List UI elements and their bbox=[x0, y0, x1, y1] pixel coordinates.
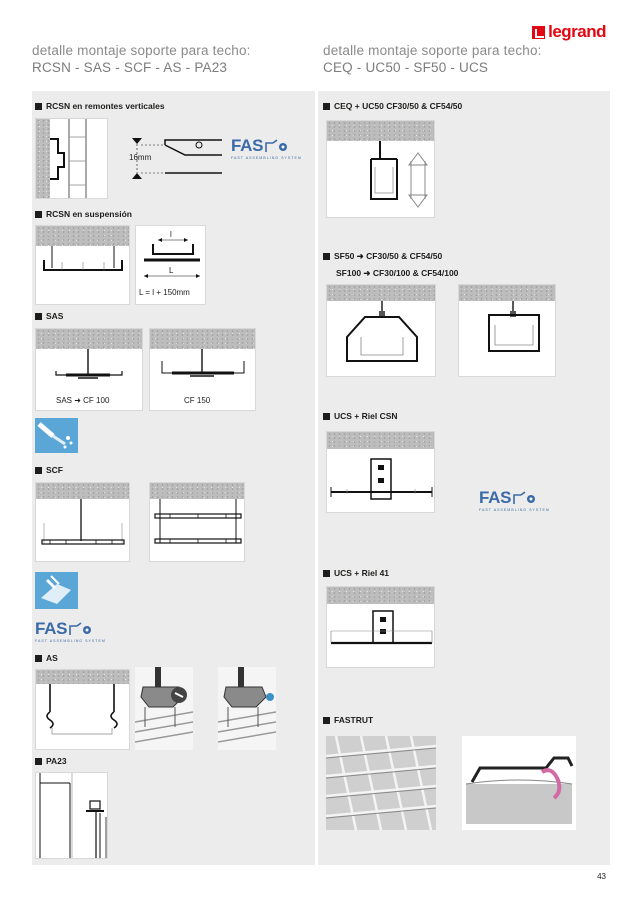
bullet-square-icon bbox=[323, 253, 330, 260]
sas-cf100-label: SAS ➜ CF 100 bbox=[56, 396, 110, 405]
fastrut-mesh-photo-drawing bbox=[326, 736, 436, 830]
section-sf50: SF50 ➜ CF30/50 & CF54/50 bbox=[323, 251, 442, 262]
sf100-figure bbox=[458, 284, 556, 377]
sf50-drawing bbox=[327, 285, 436, 377]
fas-logo-bottom bbox=[35, 621, 106, 643]
rcsn-suspension-figure bbox=[35, 225, 130, 305]
legrand-logo bbox=[532, 22, 606, 42]
cf150-figure bbox=[149, 328, 256, 411]
section-scf: SCF bbox=[35, 465, 63, 475]
legrand-logo-text: legrand bbox=[548, 22, 606, 41]
fas-logo-right bbox=[479, 490, 550, 512]
fas-logo bbox=[231, 138, 302, 160]
sf100-drawing bbox=[459, 285, 556, 377]
section-ceq-uc50: CEQ + UC50 CF30/50 & CF54/50 bbox=[323, 101, 462, 111]
right-panel bbox=[318, 91, 610, 865]
length-formula-label: L = l + 150mm bbox=[139, 288, 190, 297]
section-ucs-riel-41: UCS + Riel 41 bbox=[323, 568, 389, 578]
sas-spray-icon bbox=[35, 418, 78, 453]
spray-tool-icon bbox=[35, 418, 78, 453]
bullet-square-icon bbox=[35, 103, 42, 110]
left-column-heading bbox=[32, 42, 251, 76]
right-heading-line1: detalle montaje soporte para techo: bbox=[323, 43, 542, 58]
section-as: AS bbox=[35, 653, 58, 663]
fas-logo-word: FAS bbox=[231, 136, 264, 155]
bullet-square-icon bbox=[35, 467, 42, 474]
as-clip-photo-drawing-1 bbox=[135, 667, 193, 750]
page-number: 43 bbox=[597, 872, 606, 881]
bullet-square-icon bbox=[323, 717, 330, 724]
as-drawing bbox=[36, 670, 130, 750]
bullet-square-icon bbox=[35, 211, 42, 218]
bullet-square-icon bbox=[323, 570, 330, 577]
fas-bolt-icon bbox=[513, 491, 539, 505]
ucs-riel-csn-figure bbox=[326, 431, 435, 513]
pa23-drawing bbox=[36, 773, 108, 859]
ceq-uc50-drawing bbox=[327, 121, 435, 218]
dim-l-small-label: l bbox=[170, 230, 172, 239]
as-figure bbox=[35, 669, 130, 750]
ceq-uc50-figure bbox=[326, 120, 435, 218]
wrench-tool-icon bbox=[35, 572, 78, 609]
bullet-square-icon bbox=[35, 758, 42, 765]
bullet-square-icon bbox=[323, 103, 330, 110]
sf50-figure bbox=[326, 284, 436, 377]
fas-logo-word: FAS bbox=[479, 488, 512, 507]
fas-logo-tagline: FAST ASSEMBLING SYSTEM bbox=[35, 639, 106, 643]
ucs-riel-41-figure bbox=[326, 586, 435, 668]
right-column-heading bbox=[323, 42, 542, 76]
rcsn-vertical-drawing bbox=[36, 119, 108, 199]
scf-tool-icon bbox=[35, 572, 78, 609]
section-sf100: SF100 ➜ CF30/100 & CF54/100 bbox=[336, 268, 459, 278]
legrand-logo-mark-icon bbox=[532, 26, 545, 39]
left-panel bbox=[32, 91, 315, 865]
scf-double-drawing bbox=[150, 483, 245, 562]
section-ucs-riel-csn: UCS + Riel CSN bbox=[323, 411, 398, 421]
rcsn-length-formula-figure bbox=[135, 225, 206, 305]
as-clip-photo-1 bbox=[135, 667, 193, 750]
scf-single-drawing bbox=[36, 483, 130, 562]
fastrut-profile-photo-drawing bbox=[462, 736, 576, 830]
fastrut-photo-2 bbox=[462, 736, 576, 830]
bullet-square-icon bbox=[323, 413, 330, 420]
fas-logo-tagline: FAST ASSEMBLING SYSTEM bbox=[231, 156, 302, 160]
section-fastrut: FASTRUT bbox=[323, 715, 373, 725]
pa23-figure bbox=[35, 772, 108, 859]
scf-single-figure bbox=[35, 482, 130, 562]
rcsn-suspension-drawing bbox=[36, 226, 130, 305]
dim-L-label: L bbox=[169, 266, 174, 275]
fas-bolt-icon bbox=[265, 139, 291, 153]
cf150-label: CF 150 bbox=[184, 396, 211, 405]
left-heading-line2: RCSN - SAS - SCF - AS - PA23 bbox=[32, 60, 228, 75]
as-clip-photo-2 bbox=[218, 667, 276, 750]
ucs-riel-41-drawing bbox=[327, 587, 435, 668]
fas-bolt-icon bbox=[69, 622, 95, 636]
fas-logo-word: FAS bbox=[35, 619, 68, 638]
scf-double-figure bbox=[149, 482, 245, 562]
ucs-riel-csn-drawing bbox=[327, 432, 435, 513]
bullet-square-icon bbox=[35, 313, 42, 320]
bullet-square-icon bbox=[35, 655, 42, 662]
right-heading-line2: CEQ - UC50 - SF50 - UCS bbox=[323, 60, 489, 75]
dim-16mm-label: 16mm bbox=[129, 153, 152, 162]
as-clip-photo-drawing-2 bbox=[218, 667, 276, 750]
section-rcsn-suspension: RCSN en suspensión bbox=[35, 209, 132, 219]
section-pa23: PA23 bbox=[35, 756, 67, 766]
left-heading-line1: detalle montaje soporte para techo: bbox=[32, 43, 251, 58]
section-rcsn-vertical: RCSN en remontes verticales bbox=[35, 101, 165, 111]
rcsn-vertical-figure bbox=[35, 118, 108, 199]
section-sas: SAS bbox=[35, 311, 63, 321]
sas-cf100-figure bbox=[35, 328, 143, 411]
fas-logo-tagline: FAST ASSEMBLING SYSTEM bbox=[479, 508, 550, 512]
fastrut-photo-1 bbox=[326, 736, 436, 830]
